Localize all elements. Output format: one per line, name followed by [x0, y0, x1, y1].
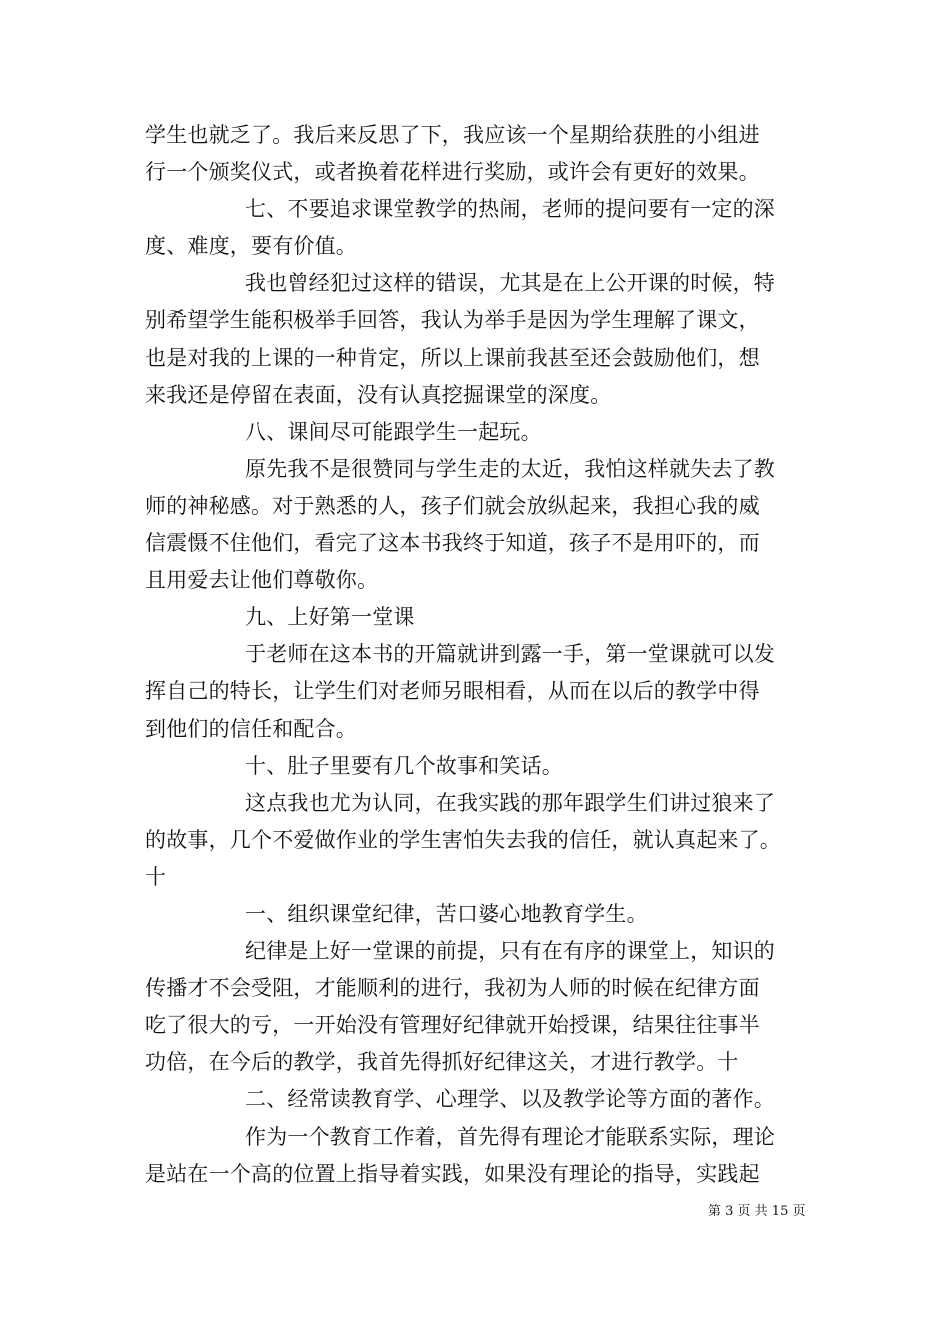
text-line: 原先我不是很赞同与学生走的太近，我怕这样就失去了教 — [245, 456, 775, 481]
text-line: 一、组织课堂纪律，苦口婆心地教育学生。 — [245, 901, 648, 926]
text-line: 师的神秘感。对于熟悉的人，孩子们就会放纵起来，我担心我的威 — [145, 493, 760, 518]
text-line: 吃了很大的亏，一开始没有管理好纪律就开始授课，结果往往事半 — [145, 1013, 760, 1038]
text-line: 十、肚子里要有几个故事和笑话。 — [245, 753, 563, 778]
text-line: 到他们的信任和配合。 — [145, 716, 357, 741]
text-line: 七、不要追求课堂教学的热闹，老师的提问要有一定的深 — [245, 197, 775, 222]
text-line: 的故事，几个不爱做作业的学生害怕失去我的信任，就认真起来了。 — [145, 827, 781, 852]
text-line: 纪律是上好一堂课的前提，只有在有序的课堂上，知识的 — [245, 939, 775, 964]
text-line: 十 — [145, 864, 167, 889]
text-line: 是站在一个高的位置上指导着实践，如果没有理论的指导，实践起 — [145, 1161, 760, 1186]
text-line: 功倍，在今后的教学，我首先得抓好纪律这关，才进行教学。十 — [145, 1050, 739, 1075]
text-line: 且用爱去让他们尊敬你。 — [145, 568, 379, 593]
text-line: 作为一个教育工作着，首先得有理论才能联系实际，理论 — [245, 1124, 775, 1149]
text-line: 行一个颁奖仪式，或者换着花样进行奖励，或许会有更好的效果。 — [145, 160, 760, 185]
text-line: 二、经常读教育学、心理学、以及教学论等方面的著作。 — [245, 1087, 775, 1112]
text-line: 八、课间尽可能跟学生一起玩。 — [245, 419, 542, 444]
text-line: 我也曾经犯过这样的错误，尤其是在上公开课的时候，特 — [245, 271, 775, 296]
page-footer: 第 3 页 共 15 页 — [708, 1204, 806, 1219]
text-line: 来我还是停留在表面，没有认真挖掘课堂的深度。 — [145, 382, 612, 407]
text-line: 于老师在这本书的开篇就讲到露一手，第一堂课就可以发 — [245, 642, 775, 667]
text-line: 度、难度，要有价值。 — [145, 234, 357, 259]
text-line: 挥自己的特长，让学生们对老师另眼相看，从而在以后的教学中得 — [145, 679, 760, 704]
text-line: 也是对我的上课的一种肯定，所以上课前我甚至还会鼓励他们，想 — [145, 345, 760, 370]
text-line: 学生也就乏了。我后来反思了下，我应该一个星期给获胜的小组进 — [145, 123, 760, 147]
text-line: 九、上好第一堂课 — [245, 605, 415, 630]
text-line: 这点我也尤为认同，在我实践的那年跟学生们讲过狼来了 — [245, 790, 775, 815]
text-line: 信震慑不住他们，看完了这本书我终于知道，孩子不是用吓的，而 — [145, 531, 760, 556]
text-line: 传播才不会受阻，才能顺利的进行，我初为人师的时候在纪律方面 — [145, 976, 760, 1001]
text-line: 别希望学生能积极举手回答，我认为举手是因为学生理解了课文， — [145, 308, 760, 333]
document-body — [145, 117, 815, 1193]
